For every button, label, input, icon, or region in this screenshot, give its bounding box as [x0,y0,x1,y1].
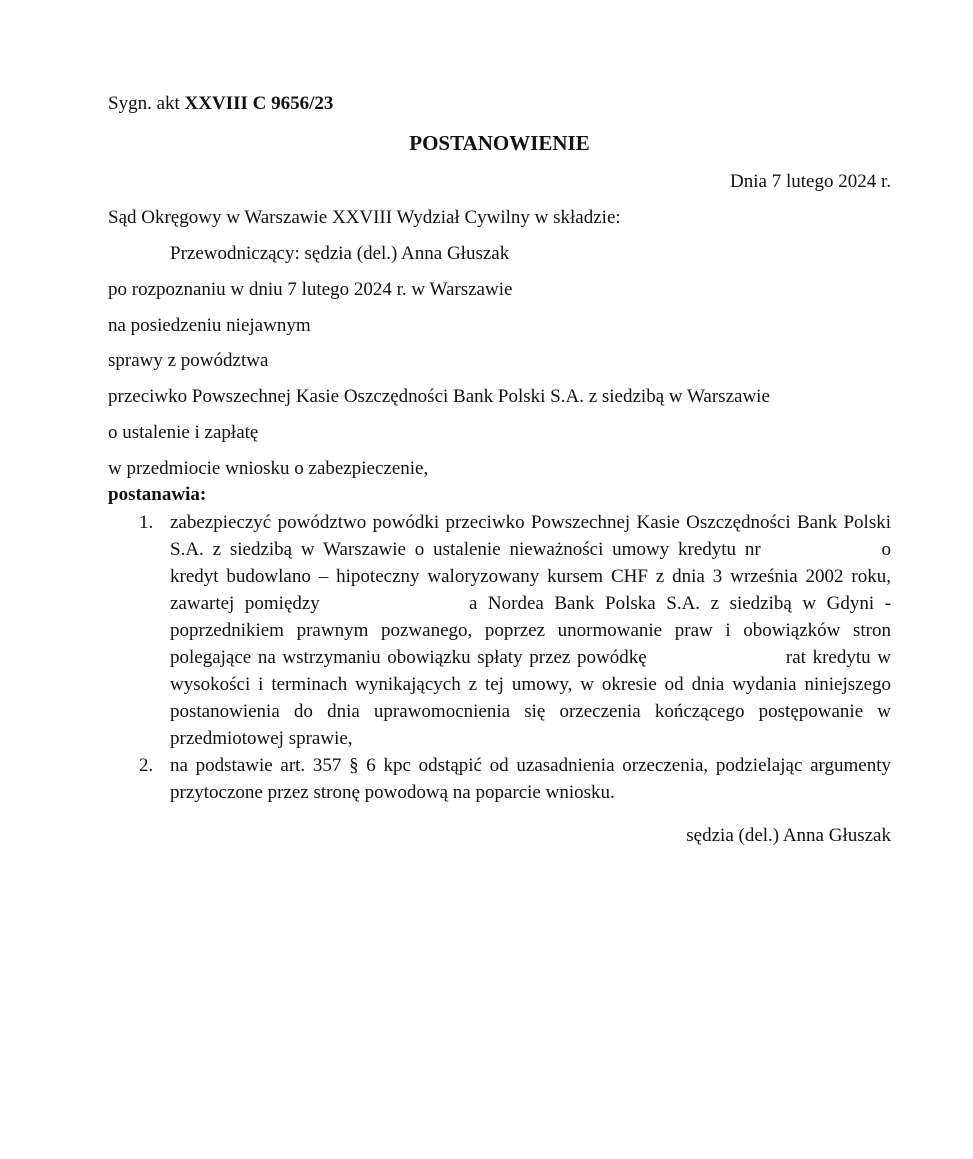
redacted-area [770,536,882,563]
redacted-area [330,590,458,617]
court-composition: Sąd Okręgowy w Warszawie XXVIII Wydział Cywilny w składzie: [108,207,621,228]
judge-signature: sędzia (del.) Anna Głuszak [686,825,891,846]
case-number: XXVIII C 9656/23 [184,93,334,114]
decides-heading: postanawia: [108,484,207,505]
case-signature [108,93,333,115]
hearing-info: po rozpoznaniu w dniu 7 lutego 2024 r. w Warszawie [108,279,513,300]
session-type: na posiedzeniu niejawnym [108,315,311,336]
item-text-part: rat kredytu w wysokości i terminach wynikających z tej umowy, w okresie od dnia wydania niniejszego postanowienia do dnia uprawomocnienia się orzeczenia kończącego postępowanie w przedmiotowej sprawie, [170,647,891,749]
claim-line: sprawy z powództwa [108,350,269,371]
redacted-area [653,644,779,671]
list-item-number: 1. [139,512,154,533]
ruling-list [108,509,891,806]
list-item-text: na podstawie art. 357 § 6 kpc odstąpić od uzasadnienia orzeczenia, podzielając argumenty przytoczone przez stronę powodową na poparcie wniosku. [170,755,891,803]
defendant-line: przeciwko Powszechnej Kasie Oszczędności Bank Polski S.A. z siedzibą w Warszawie [108,386,770,407]
subject-line: o ustalenie i zapłatę [108,422,259,443]
item-text-part: zabezpieczyć powództwo powódki przeciwko Powszechnej Kasie Oszczędności Bank Polski S.A. z siedzibą w Warszawie o ustalenie nieważności umowy kredytu nr [170,512,891,560]
presiding-judge: Przewodniczący: sędzia (del.) Anna Głuszak [170,243,510,264]
list-item-number: 2. [139,755,154,776]
document-page [108,0,891,1159]
decision-date: Dnia 7 lutego 2024 r. [730,171,891,192]
list-item-text [170,509,891,752]
item-text-part: a Nordea Bank Polska S.A. z siedzibą w Gdyni - poprzednikiem prawnym pozwanego, poprzez unormowanie praw i obowiązków stron polegające na wstrzymaniu obowiązku spłaty przez powódkę [170,593,892,668]
list-item [108,752,891,806]
item-text-part: o kredyt budowlano – hipoteczny waloryzowany kursem CHF z dnia 3 września 2002 roku, zawartej pomiędzy [170,539,891,614]
document-title: POSTANOWIENIE [409,131,590,155]
case-signature-prefix: Sygn. akt [108,93,185,114]
list-item [108,509,891,752]
motion-line: w przedmiocie wniosku o zabezpieczenie, [108,458,429,479]
